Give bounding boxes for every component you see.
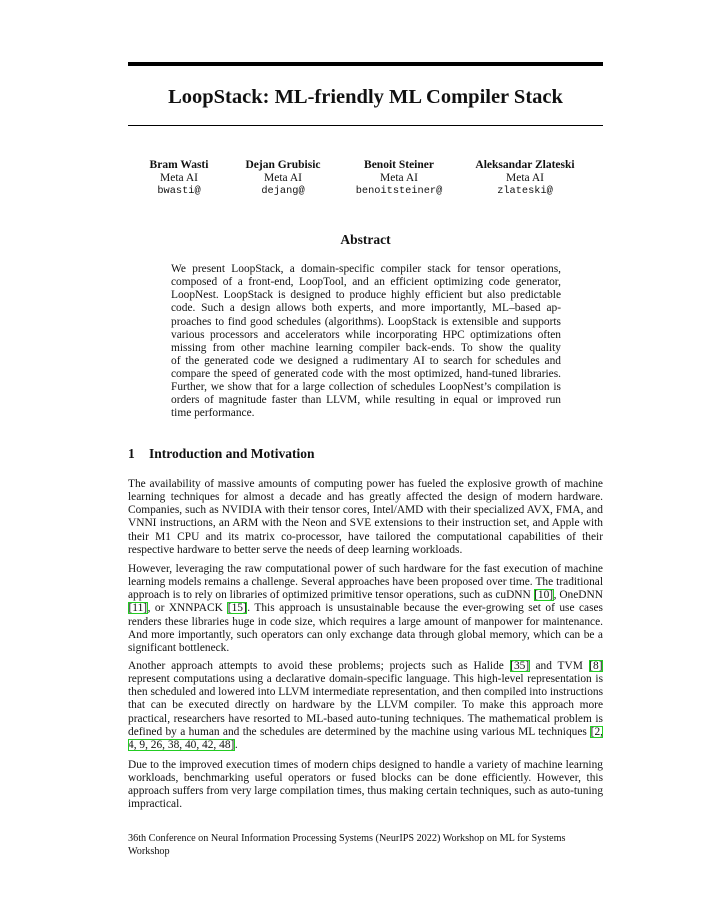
section-title: Introduction and Motivation [149,446,315,461]
paragraph-text: . This approach is unsustainable because the ever-growing set of use cases renders these libraries huge in code size, which requires a large amount of manpower for maintenance. And more importantly, such operators can only exchange data through global memory, which can be a significant bottleneck. [128,602,603,654]
citation-link[interactable]: [10] [534,589,554,602]
abstract-line: various processors and accelerators while incorporating HPC optimizations often [171,328,561,341]
author-2 [245,159,320,198]
abstract-line: missing from other machine learning compiler back-ends. To show the quality [171,341,561,354]
paragraph-text: Another approach attempts to avoid these problems; projects such as Halide [128,660,510,672]
abstract-line: compare the speed of generated code with the most optimized, hand-tuned libraries. [171,368,561,380]
citation-link[interactable]: [35] [510,660,530,672]
abstract-line: time performance. [171,407,255,420]
author-1 [150,159,209,198]
paragraph-text: However, leveraging the raw computational power of such hardware for the fast execution of machine learning models remains a challenge. Several approaches have been proposed over time. The traditional approach is to rely on libraries of optimized primitive tensor operations, such as cuDNN [128,563,603,602]
citation-link[interactable]: [2, 4, 9, 26, 38, 40, 42, 48] [128,725,603,751]
abstract-heading: Abstract [340,232,391,247]
author-name: Bram Wasti [149,159,209,171]
abstract-line: Further, we show that for a large collection of schedules LoopNest’s compilation is [171,381,561,394]
paragraph-text: , or XNNPACK [147,602,228,615]
author-name: Aleksandar Zlateski [475,159,575,171]
author-affiliation: Meta AI [159,172,199,184]
paragraph-text: and TVM [529,660,589,672]
abstract-line: orders of magnitude faster than LLVM, while resulting in equal or improved run [171,394,561,407]
author-4 [475,159,574,198]
conference-footer: 36th Conference on Neural Information Processing Systems (NeurIPS 2022) Workshop on ML for Systems Workshop [128,833,566,857]
paragraph-text: , OneDNN [553,589,603,602]
author-email: bwasti@ [157,185,201,197]
author-email: dejang@ [261,185,305,197]
abstract-line: composed of a front-end, LoopTool, and an efficient optimizing code generator, [171,276,561,289]
abstract-line: proaches to find good schedules (algorithms). LoopStack is extensible and supports [171,315,561,328]
citation-link[interactable]: [8] [589,660,603,672]
author-email: benoitsteiner@ [355,185,443,197]
author-block [128,159,603,201]
paragraph-text: . [234,738,238,751]
author-affiliation: Meta AI [263,172,303,184]
citation-link[interactable]: [11] [128,602,148,615]
abstract-line: code. Such a design allows both experts, and more importantly, ML–based ap- [171,302,561,315]
author-affiliation: Meta AI [505,172,544,184]
title-bottom-rule [128,125,603,126]
abstract-body [171,263,561,421]
citation-link[interactable]: [15] [227,602,247,615]
section-number: 1 [128,446,135,461]
abstract-line: We present LoopStack, a domain-specific compiler stack for tensor operations, [171,263,561,275]
paragraph-2 [128,563,603,655]
paragraph-text: represent computations using a declarative domain-specific language. This high-level representation is then scheduled and lowered into LLVM intermediate representation, and then compiled into instructions that can be executed directly on hardware by the LLVM compiler. To make this approach more practical, researchers have resorted to ML-based auto-tuning techniques. The mathematical problem is defined by a human and the schedules are determined by the machine using various ML techniques [128,673,604,738]
paper-title: LoopStack: ML-friendly ML Compiler Stack [168,86,563,108]
abstract-line: LoopNest. LoopStack is designed to produce highly efficient but also predictable [171,289,561,302]
paragraph-3 [128,660,603,752]
section-heading [128,446,603,462]
author-name: Dejan Grubisic [245,159,321,171]
paragraph-1: The availability of massive amounts of computing power has fueled the explosive growth of machine learning techniques for almost a decade and has greatly affected the design of modern hardware. Companies, such as NVIDIA with their tensor cores, Intel/AMD with their specialized AVX, FMA, and VNNI instructions, an ARM with the Neon and SVE extensions to their instruction set, and Apple with their M1 CPU and its matrix co-processor, have tailored the computational capabilities of their respective hardware to better serve the needs of deep learning workloads. [128,478,603,556]
title-top-rule [128,62,603,66]
author-3 [356,159,443,198]
author-name: Benoit Steiner [364,159,434,171]
abstract-line: of the generated code we designed a rudimentary AI to search for schedules and [171,354,561,367]
author-email: zlateski@ [497,185,553,197]
author-affiliation: Meta AI [379,172,419,184]
paragraph-4: Due to the improved execution times of modern chips designed to handle a variety of machine learning workloads, benchmarking useful operators or fused blocks can be done efficiently. However, this approach suffers from very large compilation times, thus making certain techniques, such as auto-tuning impractical. [128,759,604,811]
